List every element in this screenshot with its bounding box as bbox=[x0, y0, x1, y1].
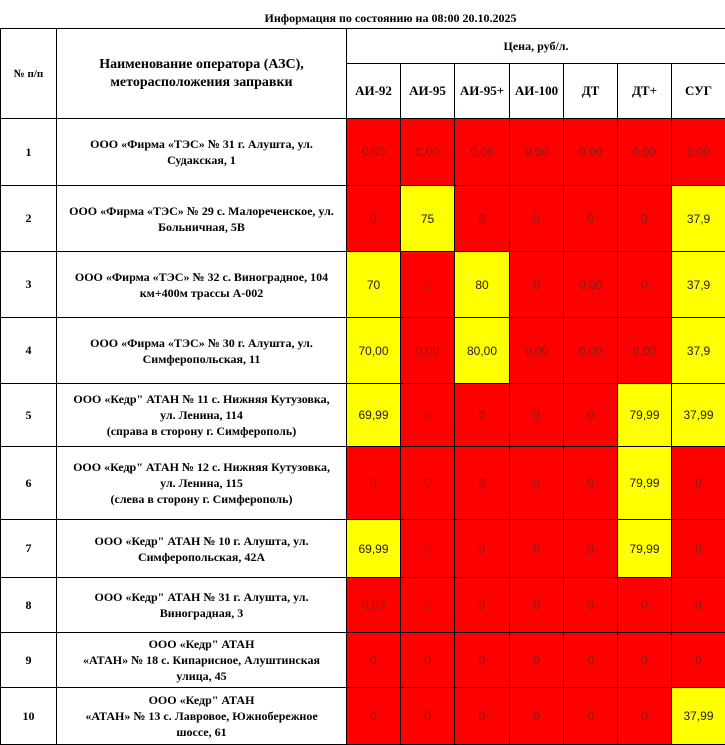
price-cell: 0,00 bbox=[672, 119, 725, 186]
price-cell: 0 bbox=[347, 633, 401, 688]
price-cell: 69,99 bbox=[347, 384, 401, 447]
price-cell: 0 bbox=[455, 688, 510, 745]
price-cell: 0,00 bbox=[510, 318, 564, 384]
station-name-line: шоссе, 61 bbox=[176, 725, 227, 739]
row-number: 5 bbox=[1, 384, 57, 447]
price-cell: 37,9 bbox=[672, 252, 725, 318]
price-cell: 0 bbox=[564, 578, 618, 633]
price-cell: 0 bbox=[455, 578, 510, 633]
station-name bbox=[57, 318, 347, 384]
price-cell: 0 bbox=[510, 186, 564, 252]
price-cell: 0 bbox=[347, 447, 401, 520]
price-cell: 0,00 bbox=[510, 119, 564, 186]
station-name-line: Судакская, 1 bbox=[167, 153, 236, 167]
price-cell: 79,99 bbox=[618, 447, 672, 520]
price-cell: 0 bbox=[455, 520, 510, 578]
row-number: 4 bbox=[1, 318, 57, 384]
price-cell: 0 bbox=[401, 633, 455, 688]
header-fuel-type: АИ-95 bbox=[401, 64, 455, 119]
price-cell: 75 bbox=[401, 186, 455, 252]
price-cell: 0 bbox=[510, 520, 564, 578]
price-cell: 0 bbox=[510, 447, 564, 520]
price-cell: 0,00 bbox=[455, 119, 510, 186]
station-name bbox=[57, 688, 347, 745]
price-cell: 0 bbox=[455, 384, 510, 447]
row-number: 1 bbox=[1, 119, 57, 186]
price-cell: 0,00 bbox=[564, 119, 618, 186]
price-cell: 0,00 bbox=[564, 252, 618, 318]
row-number: 10 bbox=[1, 688, 57, 745]
row-number: 9 bbox=[1, 633, 57, 688]
price-cell: 0 bbox=[455, 447, 510, 520]
price-cell: 79,99 bbox=[618, 384, 672, 447]
table-row bbox=[1, 318, 725, 384]
row-number: 3 bbox=[1, 252, 57, 318]
fuel-price-table bbox=[0, 28, 725, 745]
price-cell: 0 bbox=[401, 578, 455, 633]
price-cell: 37,99 bbox=[672, 384, 725, 447]
station-name-line: ООО «Фирма «ТЭС» № 31 г. Алушта, ул. bbox=[90, 137, 313, 151]
price-cell: 37,9 bbox=[672, 318, 725, 384]
table-row bbox=[1, 447, 725, 520]
price-cell: 0 bbox=[672, 520, 725, 578]
header-fuel-type: СУГ bbox=[672, 64, 725, 119]
station-name-line: ООО «Фирма «ТЭС» № 29 с. Малореченское, ул. bbox=[69, 203, 334, 218]
station-name-line: ООО «Кедр" АТАН № 11 с. Нижняя Кутузовка, bbox=[73, 392, 330, 406]
table-row bbox=[1, 578, 725, 633]
station-name-line: Симферопольская, 11 bbox=[142, 351, 261, 366]
price-cell: 0 bbox=[510, 384, 564, 447]
table-row bbox=[1, 633, 725, 688]
price-cell: 0,00 bbox=[618, 318, 672, 384]
station-name-line: «АТАН» № 13 с. Лавровое, Южнобережное bbox=[85, 709, 318, 723]
header-fuel-type: АИ-95+ bbox=[455, 64, 510, 119]
station-name bbox=[57, 252, 347, 318]
price-cell: 0,00 bbox=[347, 119, 401, 186]
row-number: 7 bbox=[1, 520, 57, 578]
table-body bbox=[1, 119, 725, 745]
price-cell: 0 bbox=[672, 633, 725, 688]
station-name-line: км+400м трассы А-002 bbox=[139, 285, 264, 300]
header-fuel-type: АИ-92 bbox=[347, 64, 401, 119]
header-fuel-type: ДТ bbox=[564, 64, 618, 119]
price-cell: 0,00 bbox=[401, 119, 455, 186]
price-cell: 0 bbox=[672, 578, 725, 633]
row-number: 8 bbox=[1, 578, 57, 633]
price-cell: 0 bbox=[455, 633, 510, 688]
price-cell: 0 bbox=[401, 447, 455, 520]
station-name-line: ООО «Кедр" АТАН bbox=[148, 637, 255, 651]
price-cell: 0 bbox=[564, 633, 618, 688]
price-cell: 0 bbox=[510, 252, 564, 318]
station-name-line: Симферопольская, 42А bbox=[137, 549, 266, 564]
price-cell: 0 bbox=[672, 447, 725, 520]
table-row bbox=[1, 186, 725, 252]
price-cell: 80,00 bbox=[455, 318, 510, 384]
station-name-line: (слева в сторону г. Симферополь) bbox=[110, 492, 293, 506]
station-name bbox=[57, 119, 347, 186]
price-cell: 0 bbox=[455, 186, 510, 252]
price-cell: 0,00 bbox=[401, 318, 455, 384]
station-name bbox=[57, 186, 347, 252]
price-cell: 37,99 bbox=[672, 688, 725, 745]
price-cell: 0 bbox=[510, 578, 564, 633]
table-row bbox=[1, 119, 725, 186]
row-number: 6 bbox=[1, 447, 57, 520]
price-cell: 70,00 bbox=[347, 318, 401, 384]
price-cell: 0 bbox=[564, 520, 618, 578]
station-name-line: ул. Ленина, 115 bbox=[160, 476, 243, 490]
header-station-name bbox=[57, 29, 347, 119]
table-row bbox=[1, 384, 725, 447]
station-name-line: ООО «Фирма «ТЭС» № 32 с. Виноградное, 104 bbox=[74, 269, 329, 284]
station-name-line: ООО «Кедр" АТАН № 12 с. Нижняя Кутузовка, bbox=[73, 460, 330, 474]
header-station-name-line: меторасположения заправки bbox=[110, 74, 293, 90]
station-name-line: ООО «Кедр" АТАН № 10 г. Алушта, ул. bbox=[94, 533, 309, 548]
price-cell: 37,9 bbox=[672, 186, 725, 252]
header-row-number: № п/п bbox=[1, 29, 57, 119]
price-cell: 0,00 bbox=[564, 318, 618, 384]
station-name-line: ООО «Кедр" АТАН № 31 г. Алушта, ул. bbox=[94, 590, 309, 604]
price-cell: 0,00 bbox=[618, 119, 672, 186]
price-cell: 0 bbox=[564, 447, 618, 520]
price-cell: 0 bbox=[347, 688, 401, 745]
page-title: Информация по состоянию на 08:00 20.10.2025 bbox=[264, 11, 517, 25]
station-name-line: (справа в сторону г. Симферополь) bbox=[106, 424, 297, 438]
station-name-line: улица, 45 bbox=[176, 669, 227, 683]
price-cell: 80 bbox=[455, 252, 510, 318]
price-cell: 0,00 bbox=[347, 578, 401, 633]
price-cell: 79,99 bbox=[618, 520, 672, 578]
price-cell: 0 bbox=[618, 186, 672, 252]
price-cell: 0 bbox=[618, 252, 672, 318]
table-row bbox=[1, 520, 725, 578]
price-cell: 0 bbox=[618, 633, 672, 688]
price-cell: 0 bbox=[618, 688, 672, 745]
price-cell: 0 bbox=[401, 688, 455, 745]
price-cell: 0 bbox=[564, 186, 618, 252]
header-fuel-type: АИ-100 bbox=[510, 64, 564, 119]
station-name-line: ООО «Кедр" АТАН bbox=[148, 693, 255, 707]
price-cell: 0 bbox=[564, 384, 618, 447]
row-number: 2 bbox=[1, 186, 57, 252]
station-name-line: Больничная, 5В bbox=[158, 219, 245, 234]
price-cell: 69,99 bbox=[347, 520, 401, 578]
price-cell: 0 bbox=[510, 688, 564, 745]
station-name bbox=[57, 447, 347, 520]
station-name-line: ООО «Фирма «ТЭС» № 30 г. Алушта, ул. bbox=[90, 335, 313, 350]
station-name-line: «АТАН» № 18 с. Кипарисное, Алуштинская bbox=[83, 653, 320, 667]
table-row bbox=[1, 688, 725, 745]
price-cell: 0 bbox=[401, 384, 455, 447]
price-cell: 70 bbox=[347, 252, 401, 318]
price-cell: 0 bbox=[618, 578, 672, 633]
header-station-name-line: Наименование оператора (АЗС), bbox=[99, 56, 304, 72]
table-row bbox=[1, 252, 725, 318]
price-cell: 0 bbox=[510, 633, 564, 688]
station-name bbox=[57, 633, 347, 688]
price-cell: 0 bbox=[401, 252, 455, 318]
header-price: Цена, руб/л. bbox=[347, 29, 725, 64]
price-cell: 0 bbox=[347, 186, 401, 252]
header-fuel-type: ДТ+ bbox=[618, 64, 672, 119]
price-cell: 0 bbox=[564, 688, 618, 745]
station-name bbox=[57, 578, 347, 633]
station-name bbox=[57, 384, 347, 447]
station-name-line: ул. Ленина, 114 bbox=[160, 408, 243, 422]
station-name-line: Виноградная, 3 bbox=[159, 606, 244, 620]
station-name bbox=[57, 520, 347, 578]
price-cell: 0 bbox=[401, 520, 455, 578]
